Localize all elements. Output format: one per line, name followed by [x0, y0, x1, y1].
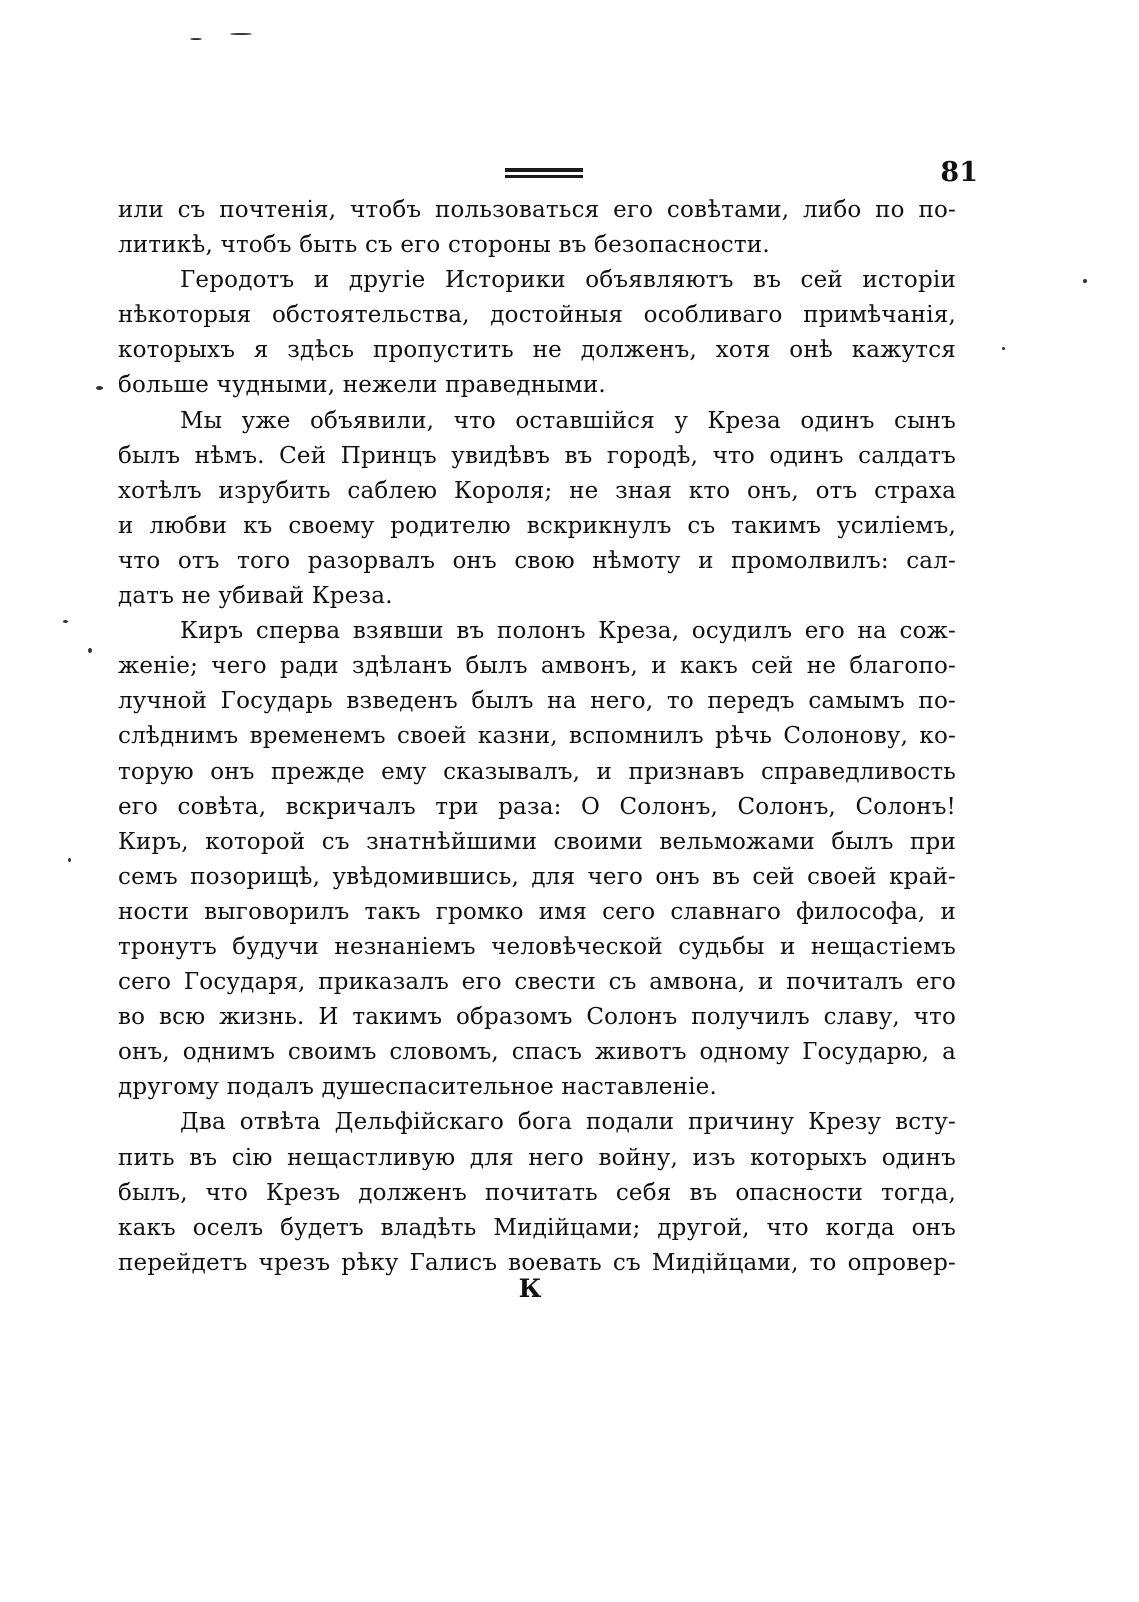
text-line: Геродотъ и другіе Историки объявляютъ въ сей исторіи	[180, 267, 956, 294]
header-rule-ornament	[505, 168, 583, 180]
scan-speck	[230, 33, 252, 35]
text-line: торую онъ прежде ему сказывалъ, и признавъ справедливость	[118, 758, 956, 785]
text-line: которыхъ я здѣсь пропустить не долженъ, хотя онѣ кажутся	[118, 337, 956, 364]
text-line: былъ, что Крезъ долженъ почитать себя въ опасности тогда,	[118, 1179, 956, 1206]
signature-mark: К	[518, 1274, 542, 1303]
scan-speck	[63, 620, 68, 623]
text-line: литикѣ, чтобъ быть съ его стороны въ безопасности.	[118, 232, 770, 259]
text-line: пить въ сію нещастливую для него войну, изъ которыхъ одинъ	[118, 1144, 956, 1171]
text-line: женіе; чего ради здѣланъ былъ амвонъ, и какъ сей не благопо-	[118, 653, 956, 680]
text-line: Два отвѣта Дельфійскаго бога подали причину Крезу всту-	[180, 1109, 956, 1136]
text-line: онъ, однимъ своимъ словомъ, спасъ животъ одному Государю, а	[118, 1039, 956, 1066]
text-line: хотѣлъ изрубить саблею Короля; не зная кто онъ, отъ страха	[118, 477, 956, 504]
scan-speck	[96, 386, 103, 390]
header-rule-bottom	[505, 175, 583, 178]
text-line: Мы уже объявили, что оставшійся у Креза одинъ сынъ	[180, 407, 956, 434]
text-line: нѣкоторыя обстоятельства, достойныя особливаго примѣчанія,	[118, 302, 956, 329]
text-line: или съ почтенія, чтобъ пользоваться его совѣтами, либо по по-	[118, 197, 956, 223]
scan-speck	[1002, 347, 1005, 350]
text-line: тронутъ будучи незнаніемъ человѣческой судьбы и нещастіемъ	[118, 933, 956, 960]
text-line: перейдетъ чрезъ рѣку Галисъ воевать съ Мидійцами, то опровер-	[118, 1249, 956, 1276]
text-line: больше чудными, нежели праведными.	[118, 372, 606, 399]
scan-speck	[190, 38, 202, 40]
text-line: какъ оселъ будетъ владѣть Мидійцами; другой, что когда онъ	[118, 1214, 956, 1241]
text-line: что отъ того разорвалъ онъ свою нѣмоту и промолвилъ: сал-	[118, 547, 956, 574]
text-line: Киръ сперва взявши въ полонъ Креза, осудилъ его на сож-	[180, 618, 956, 645]
text-line: его совѣта, вскричалъ три раза: О Солонъ, Солонъ, Солонъ!	[118, 793, 956, 820]
text-line: другому подалъ душеспасительное наставленіе.	[118, 1074, 717, 1101]
scan-speck	[1083, 279, 1087, 283]
scan-speck	[88, 648, 92, 653]
header-rule-top	[505, 168, 583, 172]
text-line: слѣднимъ временемъ своей казни, вспомнилъ рѣчь Солонову, ко-	[118, 723, 956, 750]
text-line: и любви къ своему родителю вскрикнулъ съ такимъ усиліемъ,	[118, 512, 956, 539]
text-line: Киръ, которой съ знатнѣйшими своими вельможами былъ при	[118, 828, 956, 855]
text-line: лучной Государь взведенъ былъ на него, то передъ самымъ по-	[118, 688, 956, 715]
text-line: семъ позорищѣ, увѣдомившись, для чего онъ въ сей своей край-	[118, 863, 956, 890]
body-text	[118, 193, 956, 1281]
text-line: былъ нѣмъ. Сей Принцъ увидѣвъ въ городѣ, что одинъ салдатъ	[118, 442, 956, 469]
page-number: 81	[940, 157, 978, 188]
text-line: датъ не убивай Креза.	[118, 583, 393, 610]
text-line: сего Государя, приказалъ его свести съ амвона, и почиталъ его	[118, 969, 956, 996]
text-line: во всю жизнь. И такимъ образомъ Солонъ получилъ славу, что	[118, 1004, 956, 1031]
scan-speck	[68, 858, 71, 862]
text-line: ности выговорилъ такъ громко имя сего славнаго философа, и	[118, 898, 956, 925]
